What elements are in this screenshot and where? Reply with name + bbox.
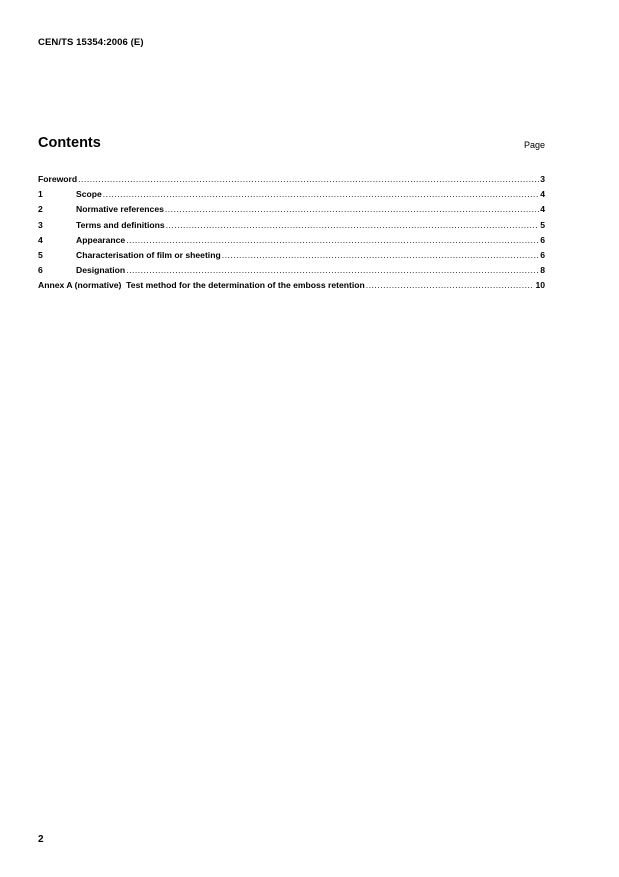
toc-entry-number: 4 — [38, 234, 43, 245]
toc-entry-characterisation[interactable] — [38, 250, 545, 265]
toc-dot-leader — [126, 235, 539, 245]
toc-entry-terms-and-definitions[interactable] — [38, 220, 545, 235]
document-header: CEN/TS 15354:2006 (E) — [38, 37, 144, 48]
toc-entry-scope[interactable] — [38, 189, 545, 204]
toc-dot-leader — [165, 204, 539, 214]
toc-entry-title: Designation — [76, 265, 126, 276]
table-of-contents — [38, 174, 545, 296]
toc-entry-page: 10 — [535, 280, 545, 291]
toc-entry-page: 6 — [540, 249, 545, 260]
toc-entry-page: 4 — [540, 189, 545, 200]
toc-entry-number: 6 — [38, 265, 43, 276]
toc-entry-title: Appearance — [76, 234, 126, 245]
toc-entry-title: Terms and definitions — [76, 219, 165, 230]
toc-entry-designation[interactable] — [38, 265, 545, 280]
toc-entry-title: Normative references — [76, 204, 164, 215]
toc-entry-title: Characterisation of film or sheeting — [76, 249, 221, 260]
toc-entry-number: 5 — [38, 249, 43, 260]
toc-entry-page: 6 — [540, 234, 545, 245]
toc-entry-page: 3 — [540, 174, 545, 184]
contents-title: Contents — [38, 135, 101, 151]
toc-entry-annex-a[interactable] — [38, 280, 545, 295]
page-number: 2 — [38, 834, 44, 845]
toc-entry-normative-references[interactable] — [38, 204, 545, 219]
toc-entry-appearance[interactable] — [38, 235, 545, 250]
page-column-label: Page — [523, 140, 545, 150]
toc-entry-number: 2 — [38, 204, 43, 215]
toc-entry-page: 5 — [540, 219, 545, 230]
toc-entry-title: Foreword — [38, 174, 78, 184]
toc-entry-page: 4 — [540, 204, 545, 215]
toc-entry-title: Scope — [76, 189, 102, 200]
toc-entry-page: 8 — [540, 265, 545, 276]
toc-entry-title: Annex A (normative) Test method for the determination of the emboss retention — [38, 280, 365, 291]
toc-dot-leader — [166, 220, 540, 230]
toc-dot-leader — [78, 174, 539, 184]
toc-dot-leader — [366, 280, 535, 290]
toc-dot-leader — [126, 265, 539, 275]
toc-entry-number: 1 — [38, 189, 43, 200]
toc-entry-foreword[interactable] — [38, 174, 545, 189]
toc-dot-leader — [222, 250, 540, 260]
toc-dot-leader — [103, 189, 539, 199]
toc-entry-number: 3 — [38, 219, 43, 230]
